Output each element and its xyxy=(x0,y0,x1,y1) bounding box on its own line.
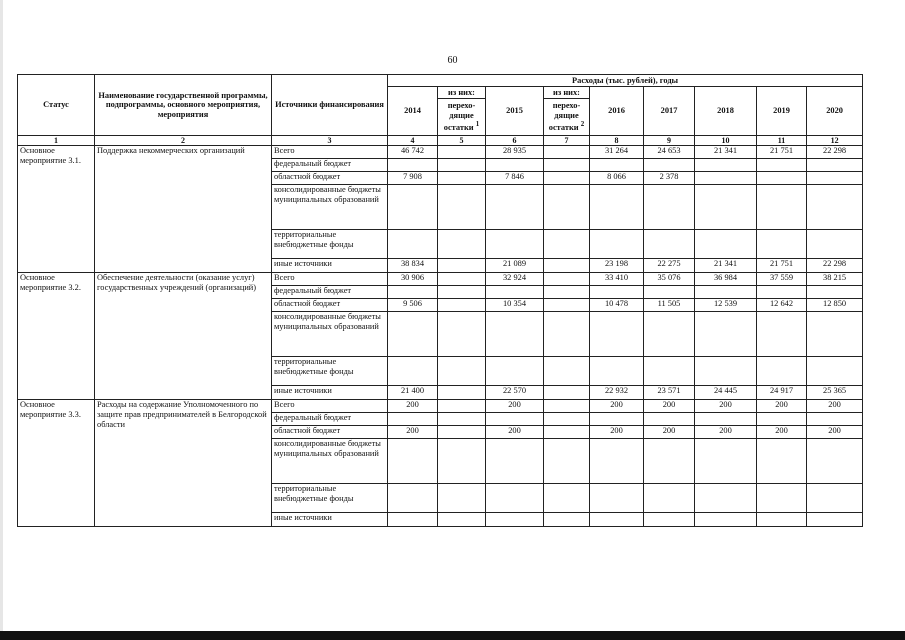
column-number: 10 xyxy=(695,136,757,146)
amount-cell: 200 xyxy=(644,400,695,413)
amount-cell: 22 932 xyxy=(590,386,644,400)
funding-source: иные источники xyxy=(272,513,388,527)
amount-cell xyxy=(438,484,486,513)
amount-cell xyxy=(695,513,757,527)
amount-cell xyxy=(644,185,695,230)
amount-cell xyxy=(590,286,644,299)
amount-cell xyxy=(695,172,757,185)
amount-cell xyxy=(438,386,486,400)
amount-cell: 200 xyxy=(757,400,807,413)
amount-cell xyxy=(807,159,863,172)
amount-cell xyxy=(807,484,863,513)
amount-cell xyxy=(438,439,486,484)
header-of-them-2: из них: xyxy=(544,87,590,99)
amount-cell: 36 984 xyxy=(695,273,757,286)
funding-source: иные источники xyxy=(272,259,388,273)
activity-status: Основное мероприятие 3.1. xyxy=(18,146,95,273)
budget-table xyxy=(17,74,863,527)
amount-cell xyxy=(590,513,644,527)
amount-cell: 7 908 xyxy=(388,172,438,185)
amount-cell: 30 906 xyxy=(388,273,438,286)
amount-cell: 200 xyxy=(590,426,644,439)
amount-cell xyxy=(807,172,863,185)
amount-cell xyxy=(438,286,486,299)
amount-cell xyxy=(695,159,757,172)
amount-cell xyxy=(544,299,590,312)
amount-cell xyxy=(544,426,590,439)
amount-cell xyxy=(486,312,544,357)
amount-cell xyxy=(486,513,544,527)
funding-source: областной бюджет xyxy=(272,426,388,439)
amount-cell xyxy=(590,413,644,426)
amount-cell xyxy=(695,357,757,386)
header-year-2020: 2020 xyxy=(807,87,863,136)
header-name: Наименование государственной программы, подпрограммы, основного мероприятия, мероприятия xyxy=(95,75,272,136)
amount-cell xyxy=(644,357,695,386)
amount-cell xyxy=(807,439,863,484)
column-number: 12 xyxy=(807,136,863,146)
table-row xyxy=(18,400,863,413)
amount-cell: 21 751 xyxy=(757,146,807,159)
amount-cell xyxy=(807,357,863,386)
amount-cell: 200 xyxy=(644,426,695,439)
amount-cell xyxy=(438,299,486,312)
amount-cell xyxy=(438,413,486,426)
amount-cell xyxy=(695,413,757,426)
amount-cell xyxy=(486,413,544,426)
amount-cell xyxy=(695,185,757,230)
amount-cell xyxy=(544,312,590,357)
header-year-2015: 2015 xyxy=(486,87,544,136)
scan-border-bar xyxy=(0,631,905,640)
amount-cell xyxy=(757,413,807,426)
funding-source: Всего xyxy=(272,273,388,286)
amount-cell: 22 298 xyxy=(807,259,863,273)
amount-cell xyxy=(544,400,590,413)
amount-cell: 24 653 xyxy=(644,146,695,159)
amount-cell xyxy=(544,357,590,386)
amount-cell xyxy=(544,413,590,426)
amount-cell: 2 378 xyxy=(644,172,695,185)
amount-cell xyxy=(644,439,695,484)
amount-cell xyxy=(590,230,644,259)
header-year-2014: 2014 xyxy=(388,87,438,136)
amount-cell xyxy=(644,230,695,259)
amount-cell: 10 354 xyxy=(486,299,544,312)
amount-cell xyxy=(438,273,486,286)
column-number: 9 xyxy=(644,136,695,146)
amount-cell: 200 xyxy=(807,426,863,439)
amount-cell xyxy=(807,185,863,230)
funding-source: Всего xyxy=(272,146,388,159)
table-body xyxy=(18,146,863,527)
activity-title: Поддержка некоммерческих организаций xyxy=(95,146,272,273)
amount-cell xyxy=(644,312,695,357)
amount-cell: 200 xyxy=(486,426,544,439)
header-carryover-1 xyxy=(438,99,486,136)
amount-cell: 9 506 xyxy=(388,299,438,312)
amount-cell xyxy=(695,312,757,357)
amount-cell xyxy=(590,439,644,484)
amount-cell xyxy=(438,185,486,230)
amount-cell xyxy=(807,513,863,527)
header-year-2019: 2019 xyxy=(757,87,807,136)
amount-cell xyxy=(438,259,486,273)
amount-cell xyxy=(388,413,438,426)
amount-cell xyxy=(757,230,807,259)
column-number: 6 xyxy=(486,136,544,146)
amount-cell xyxy=(757,286,807,299)
header-of-them-1: из них: xyxy=(438,87,486,99)
funding-source: областной бюджет xyxy=(272,172,388,185)
amount-cell xyxy=(544,159,590,172)
amount-cell: 200 xyxy=(388,426,438,439)
amount-cell: 21 400 xyxy=(388,386,438,400)
funding-source: территориальные внебюджетные фонды xyxy=(272,357,388,386)
amount-cell: 28 935 xyxy=(486,146,544,159)
amount-cell: 8 066 xyxy=(590,172,644,185)
activity-status: Основное мероприятие 3.3. xyxy=(18,400,95,527)
amount-cell: 23 571 xyxy=(644,386,695,400)
amount-cell xyxy=(388,312,438,357)
amount-cell xyxy=(757,484,807,513)
table-row xyxy=(18,273,863,286)
amount-cell xyxy=(438,426,486,439)
amount-cell xyxy=(757,185,807,230)
amount-cell: 12 539 xyxy=(695,299,757,312)
amount-cell xyxy=(695,484,757,513)
amount-cell xyxy=(544,259,590,273)
amount-cell: 200 xyxy=(695,426,757,439)
header-expenses: Расходы (тыс. рублей), годы xyxy=(388,75,863,87)
amount-cell: 12 642 xyxy=(757,299,807,312)
amount-cell: 200 xyxy=(695,400,757,413)
amount-cell: 200 xyxy=(486,400,544,413)
amount-cell xyxy=(590,312,644,357)
amount-cell xyxy=(695,439,757,484)
amount-cell xyxy=(438,312,486,357)
funding-source: федеральный бюджет xyxy=(272,286,388,299)
table-row xyxy=(18,146,863,159)
amount-cell xyxy=(544,172,590,185)
amount-cell: 12 850 xyxy=(807,299,863,312)
column-number-row xyxy=(18,136,863,146)
amount-cell xyxy=(644,513,695,527)
amount-cell xyxy=(757,172,807,185)
amount-cell xyxy=(486,439,544,484)
header-year-2018: 2018 xyxy=(695,87,757,136)
amount-cell xyxy=(388,286,438,299)
amount-cell: 24 445 xyxy=(695,386,757,400)
amount-cell xyxy=(544,273,590,286)
amount-cell xyxy=(544,230,590,259)
amount-cell xyxy=(807,413,863,426)
funding-source: территориальные внебюджетные фонды xyxy=(272,484,388,513)
amount-cell: 22 275 xyxy=(644,259,695,273)
amount-cell xyxy=(388,185,438,230)
column-number: 7 xyxy=(544,136,590,146)
amount-cell: 21 751 xyxy=(757,259,807,273)
activity-title: Обеспечение деятельности (оказание услуг) государственных учреждений (организаций) xyxy=(95,273,272,400)
amount-cell xyxy=(388,439,438,484)
amount-cell xyxy=(590,357,644,386)
header-carryover-1-label: перехо-дящие остатки xyxy=(443,101,476,133)
amount-cell: 21 341 xyxy=(695,259,757,273)
amount-cell: 200 xyxy=(388,400,438,413)
amount-cell xyxy=(486,357,544,386)
header-carryover-2 xyxy=(544,99,590,136)
amount-cell xyxy=(486,185,544,230)
amount-cell: 10 478 xyxy=(590,299,644,312)
amount-cell xyxy=(757,159,807,172)
header-carryover-1-footnote: 1 xyxy=(475,120,480,129)
funding-source: консолидированные бюджеты муниципальных образований xyxy=(272,312,388,357)
amount-cell xyxy=(757,513,807,527)
amount-cell xyxy=(486,484,544,513)
amount-cell: 37 559 xyxy=(757,273,807,286)
amount-cell: 7 846 xyxy=(486,172,544,185)
amount-cell: 38 834 xyxy=(388,259,438,273)
funding-source: иные источники xyxy=(272,386,388,400)
amount-cell xyxy=(438,400,486,413)
amount-cell xyxy=(695,286,757,299)
amount-cell xyxy=(544,439,590,484)
amount-cell xyxy=(544,513,590,527)
amount-cell xyxy=(486,159,544,172)
amount-cell: 11 505 xyxy=(644,299,695,312)
funding-source: консолидированные бюджеты муниципальных образований xyxy=(272,439,388,484)
amount-cell: 35 076 xyxy=(644,273,695,286)
amount-cell xyxy=(544,146,590,159)
amount-cell xyxy=(388,357,438,386)
amount-cell: 33 410 xyxy=(590,273,644,286)
amount-cell: 23 198 xyxy=(590,259,644,273)
amount-cell: 25 365 xyxy=(807,386,863,400)
scan-edge-shadow xyxy=(0,0,3,640)
funding-source: консолидированные бюджеты муниципальных образований xyxy=(272,185,388,230)
amount-cell xyxy=(544,286,590,299)
amount-cell xyxy=(644,413,695,426)
funding-source: федеральный бюджет xyxy=(272,159,388,172)
amount-cell: 38 215 xyxy=(807,273,863,286)
amount-cell: 24 917 xyxy=(757,386,807,400)
amount-cell: 22 570 xyxy=(486,386,544,400)
amount-cell xyxy=(438,230,486,259)
amount-cell: 200 xyxy=(757,426,807,439)
header-year-2016: 2016 xyxy=(590,87,644,136)
column-number: 8 xyxy=(590,136,644,146)
column-number: 5 xyxy=(438,136,486,146)
funding-source: территориальные внебюджетные фонды xyxy=(272,230,388,259)
amount-cell xyxy=(388,513,438,527)
amount-cell xyxy=(438,159,486,172)
amount-cell xyxy=(807,312,863,357)
amount-cell xyxy=(438,146,486,159)
header-year-2017: 2017 xyxy=(644,87,695,136)
amount-cell xyxy=(486,230,544,259)
amount-cell: 200 xyxy=(807,400,863,413)
amount-cell xyxy=(757,312,807,357)
column-number: 1 xyxy=(18,136,95,146)
activity-status: Основное мероприятие 3.2. xyxy=(18,273,95,400)
amount-cell: 200 xyxy=(590,400,644,413)
funding-source: областной бюджет xyxy=(272,299,388,312)
activity-title: Расходы на содержание Уполномоченного по защите прав предпринимателей в Белгородской области xyxy=(95,400,272,527)
amount-cell xyxy=(644,159,695,172)
amount-cell xyxy=(807,230,863,259)
funding-source: федеральный бюджет xyxy=(272,413,388,426)
amount-cell xyxy=(438,513,486,527)
column-number: 2 xyxy=(95,136,272,146)
amount-cell: 21 089 xyxy=(486,259,544,273)
amount-cell xyxy=(644,286,695,299)
amount-cell xyxy=(590,185,644,230)
page-number: 60 xyxy=(447,55,458,66)
amount-cell xyxy=(388,484,438,513)
amount-cell xyxy=(438,357,486,386)
amount-cell xyxy=(388,159,438,172)
amount-cell: 31 264 xyxy=(590,146,644,159)
header-sources: Источники финансирования xyxy=(272,75,388,136)
funding-source: Всего xyxy=(272,400,388,413)
amount-cell xyxy=(807,286,863,299)
header-status: Статус xyxy=(18,75,95,136)
amount-cell xyxy=(544,484,590,513)
amount-cell xyxy=(590,484,644,513)
column-number: 4 xyxy=(388,136,438,146)
column-number: 3 xyxy=(272,136,388,146)
amount-cell xyxy=(695,230,757,259)
amount-cell: 32 924 xyxy=(486,273,544,286)
amount-cell xyxy=(438,172,486,185)
header-carryover-2-footnote: 2 xyxy=(580,120,585,129)
amount-cell: 21 341 xyxy=(695,146,757,159)
header-carryover-2-label: перехо-дящие остатки xyxy=(548,101,581,133)
amount-cell xyxy=(757,439,807,484)
amount-cell xyxy=(544,386,590,400)
amount-cell xyxy=(544,185,590,230)
amount-cell xyxy=(388,230,438,259)
amount-cell: 22 298 xyxy=(807,146,863,159)
amount-cell xyxy=(644,484,695,513)
column-number: 11 xyxy=(757,136,807,146)
amount-cell xyxy=(757,357,807,386)
amount-cell: 46 742 xyxy=(388,146,438,159)
amount-cell xyxy=(590,159,644,172)
amount-cell xyxy=(486,286,544,299)
